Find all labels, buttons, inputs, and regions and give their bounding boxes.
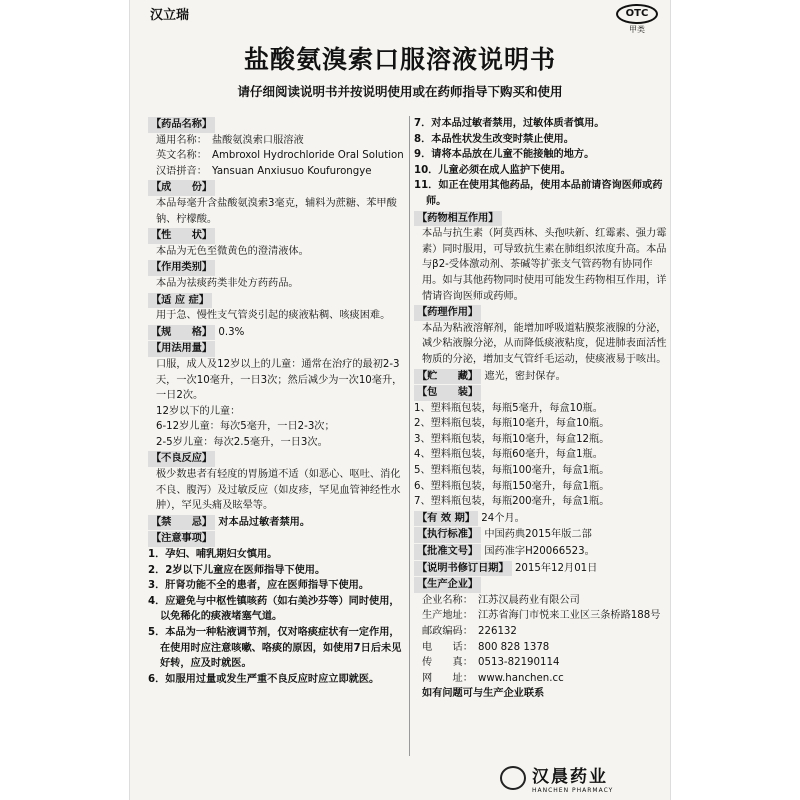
page-title: 盐酸氨溴索口服溶液说明书 xyxy=(243,45,556,74)
list-item: 2．2岁以下儿童应在医师指导下使用。 xyxy=(148,564,326,576)
section-text: 本品为无色至微黄色的澄清液体。 xyxy=(156,245,309,257)
otc-badge xyxy=(616,4,658,35)
field-label: 通用名称： xyxy=(156,134,207,146)
list-item: 6．如服用过量或发生严重不良反应时应立即就医。 xyxy=(148,673,380,685)
list-item: 3．肝肾功能不全的患者，应在医师指导下使用。 xyxy=(148,580,370,592)
field-value: 226132 xyxy=(478,626,517,637)
section-heading: 【说明书修订日期】 xyxy=(414,561,512,577)
field-value: www.hanchen.cc xyxy=(478,672,564,684)
field-value: 盐酸氨溴索口服溶液 xyxy=(212,134,304,146)
field-label: 网 址： xyxy=(422,672,473,684)
field-label: 传 真： xyxy=(422,657,473,669)
section-text: 2-5岁儿童：每次2.5毫升，一日3次。 xyxy=(156,436,328,448)
field-value: 800 828 1378 xyxy=(478,641,550,653)
field-value: 江苏省海门市悦来工业区三条桥路188号 xyxy=(478,610,661,622)
field-label: 生产地址： xyxy=(422,610,473,622)
section-heading: 【执行标准】 xyxy=(414,527,481,543)
section-text: 遮光，密封保存。 xyxy=(484,370,566,382)
contact-note: 如有问题可与生产企业联系 xyxy=(422,688,545,700)
left-column xyxy=(148,116,406,687)
list-item: 2、塑料瓶包装，每瓶10毫升，每盒10瓶。 xyxy=(414,418,610,430)
logo-mark-icon xyxy=(500,766,526,790)
section-heading: 【规 格】 xyxy=(148,325,215,341)
field-label: 英文名称： xyxy=(156,150,207,162)
section-text: 国药准字H20066523。 xyxy=(484,546,595,558)
logo-subtext: HANCHEN PHARMACY xyxy=(532,787,614,794)
list-item: 1．孕妇、哺乳期妇女慎用。 xyxy=(148,549,278,561)
leaflet xyxy=(130,0,670,800)
list-item: 1、塑料瓶包装，每瓶5毫升，每盒10瓶。 xyxy=(414,402,603,414)
logo-text: 汉晨药业 xyxy=(532,767,608,787)
section-text: 24个月。 xyxy=(481,512,525,524)
brand-name: 汉立瑞 xyxy=(150,8,190,23)
section-heading: 【性 状】 xyxy=(148,228,215,244)
list-item: 6、塑料瓶包装，每瓶150毫升，每盒1瓶。 xyxy=(414,480,610,492)
section-heading: 【批准文号】 xyxy=(414,544,481,560)
section-heading: 【注意事项】 xyxy=(148,531,215,547)
right-column xyxy=(414,116,672,702)
list-item: 8．本品性状发生改变时禁止使用。 xyxy=(414,133,574,145)
field-value: 江苏汉晨药业有限公司 xyxy=(478,594,580,606)
field-label: 企业名称： xyxy=(422,594,473,606)
section-text: 0.3% xyxy=(218,326,245,338)
section-heading: 【有 效 期】 xyxy=(414,511,478,527)
list-item: 4．应避免与中枢性镇咳药（如右美沙芬等）同时使用，以免稀化的痰液堵塞气道。 xyxy=(148,595,400,623)
section-heading: 【药理作用】 xyxy=(414,305,481,321)
section-text: 用于急、慢性支气管炎引起的痰液粘稠、咳痰困难。 xyxy=(156,310,391,322)
section-heading: 【药物相互作用】 xyxy=(414,211,502,227)
list-item: 4、塑料瓶包装，每瓶60毫升，每盒1瓶。 xyxy=(414,449,603,461)
section-text: 对本品过敏者禁用。 xyxy=(218,516,311,528)
page-subtitle: 请仔细阅读说明书并按说明使用或在药师指导下购买和使用 xyxy=(237,84,563,99)
otc-label: OTC xyxy=(616,4,658,24)
company-logo xyxy=(500,762,613,794)
field-value: 0513-82190114 xyxy=(478,657,560,669)
list-item: 11．如正在使用其他药品，使用本品前请咨询医师或药师。 xyxy=(414,180,663,207)
list-item: 7．对本品过敏者禁用，过敏体质者慎用。 xyxy=(414,118,605,129)
section-heading: 【用法用量】 xyxy=(148,341,215,357)
field-label: 电 话： xyxy=(422,641,473,653)
list-item: 9．请将本品放在儿童不能接触的地方。 xyxy=(414,149,595,161)
section-text: 中国药典2015年版二部 xyxy=(484,529,592,541)
section-heading: 【贮 藏】 xyxy=(414,369,481,385)
section-text: 本品每毫升含盐酸氨溴索3毫克，辅料为蔗糖、苯甲酸钠、柠檬酸。 xyxy=(156,197,397,225)
list-item: 10．儿童必须在成人监护下使用。 xyxy=(414,164,571,176)
section-text: 本品为祛痰药类非处方药药品。 xyxy=(156,277,299,289)
section-text: 2015年12月01日 xyxy=(514,562,598,574)
section-heading: 【禁 忌】 xyxy=(148,515,215,531)
section-heading: 【成 份】 xyxy=(148,180,215,196)
section-text: 本品为粘液溶解剂，能增加呼吸道粘膜浆液腺的分泌，减少粘液腺分泌，从而降低痰液粘度，促进肺表面活性物质的分泌，增加支气管纤毛运动，使痰液易于咳出。 xyxy=(422,322,667,365)
list-item: 7、塑料瓶包装，每瓶200毫升，每盒1瓶。 xyxy=(414,496,610,508)
list-item: 5．本品为一种粘液调节剂，仅对咯痰症状有一定作用，在使用时应注意咳嗽、咯痰的原因，如使用7日后未见好转，应及时就医。 xyxy=(148,627,402,670)
field-label: 汉语拼音： xyxy=(156,165,207,177)
field-label: 邮政编码： xyxy=(422,626,473,637)
section-heading: 【药品名称】 xyxy=(148,117,215,133)
section-heading: 【包 装】 xyxy=(414,385,481,401)
field-value: Yansuan Anxiusuo Koufurongye xyxy=(212,165,372,177)
section-text: 12岁以下的儿童： xyxy=(156,405,241,417)
list-item: 3、塑料瓶包装，每瓶10毫升，每盒12瓶。 xyxy=(414,433,610,445)
section-text: 口服，成人及12岁以上的儿童：通常在治疗的最初2-3天，一次10毫升，一日3次；然后减少为一次10毫升，一日2次。 xyxy=(156,358,403,402)
column-divider xyxy=(409,116,410,756)
section-text: 本品与抗生素（阿莫西林、头孢呋新、红霉素、强力霉素）同时服用，可导致抗生素在肺组织浓度升高。本品与β2-受体激动剂、茶碱等扩张支气管药物有协同作用。如与其他药物同时使用可能发生药物相互作用，详情请咨询医师或药师。 xyxy=(422,228,667,302)
section-heading: 【不良反应】 xyxy=(148,451,215,467)
otc-class: 甲类 xyxy=(629,25,645,34)
list-item: 5、塑料瓶包装，每瓶100毫升，每盒1瓶。 xyxy=(414,465,610,477)
section-text: 6-12岁儿童：每次5毫升，一日2-3次； xyxy=(156,421,335,433)
section-heading: 【适 应 症】 xyxy=(148,293,212,309)
section-heading: 【生产企业】 xyxy=(414,577,481,593)
field-value: Ambroxol Hydrochloride Oral Solution xyxy=(212,150,404,162)
section-heading: 【作用类别】 xyxy=(148,260,215,276)
section-text: 极少数患者有轻度的胃肠道不适（如恶心、呕吐、消化不良、腹泻）及过敏反应（如皮疹，罕见血管神经性水肿），罕见头痛及眩晕等。 xyxy=(156,469,401,512)
